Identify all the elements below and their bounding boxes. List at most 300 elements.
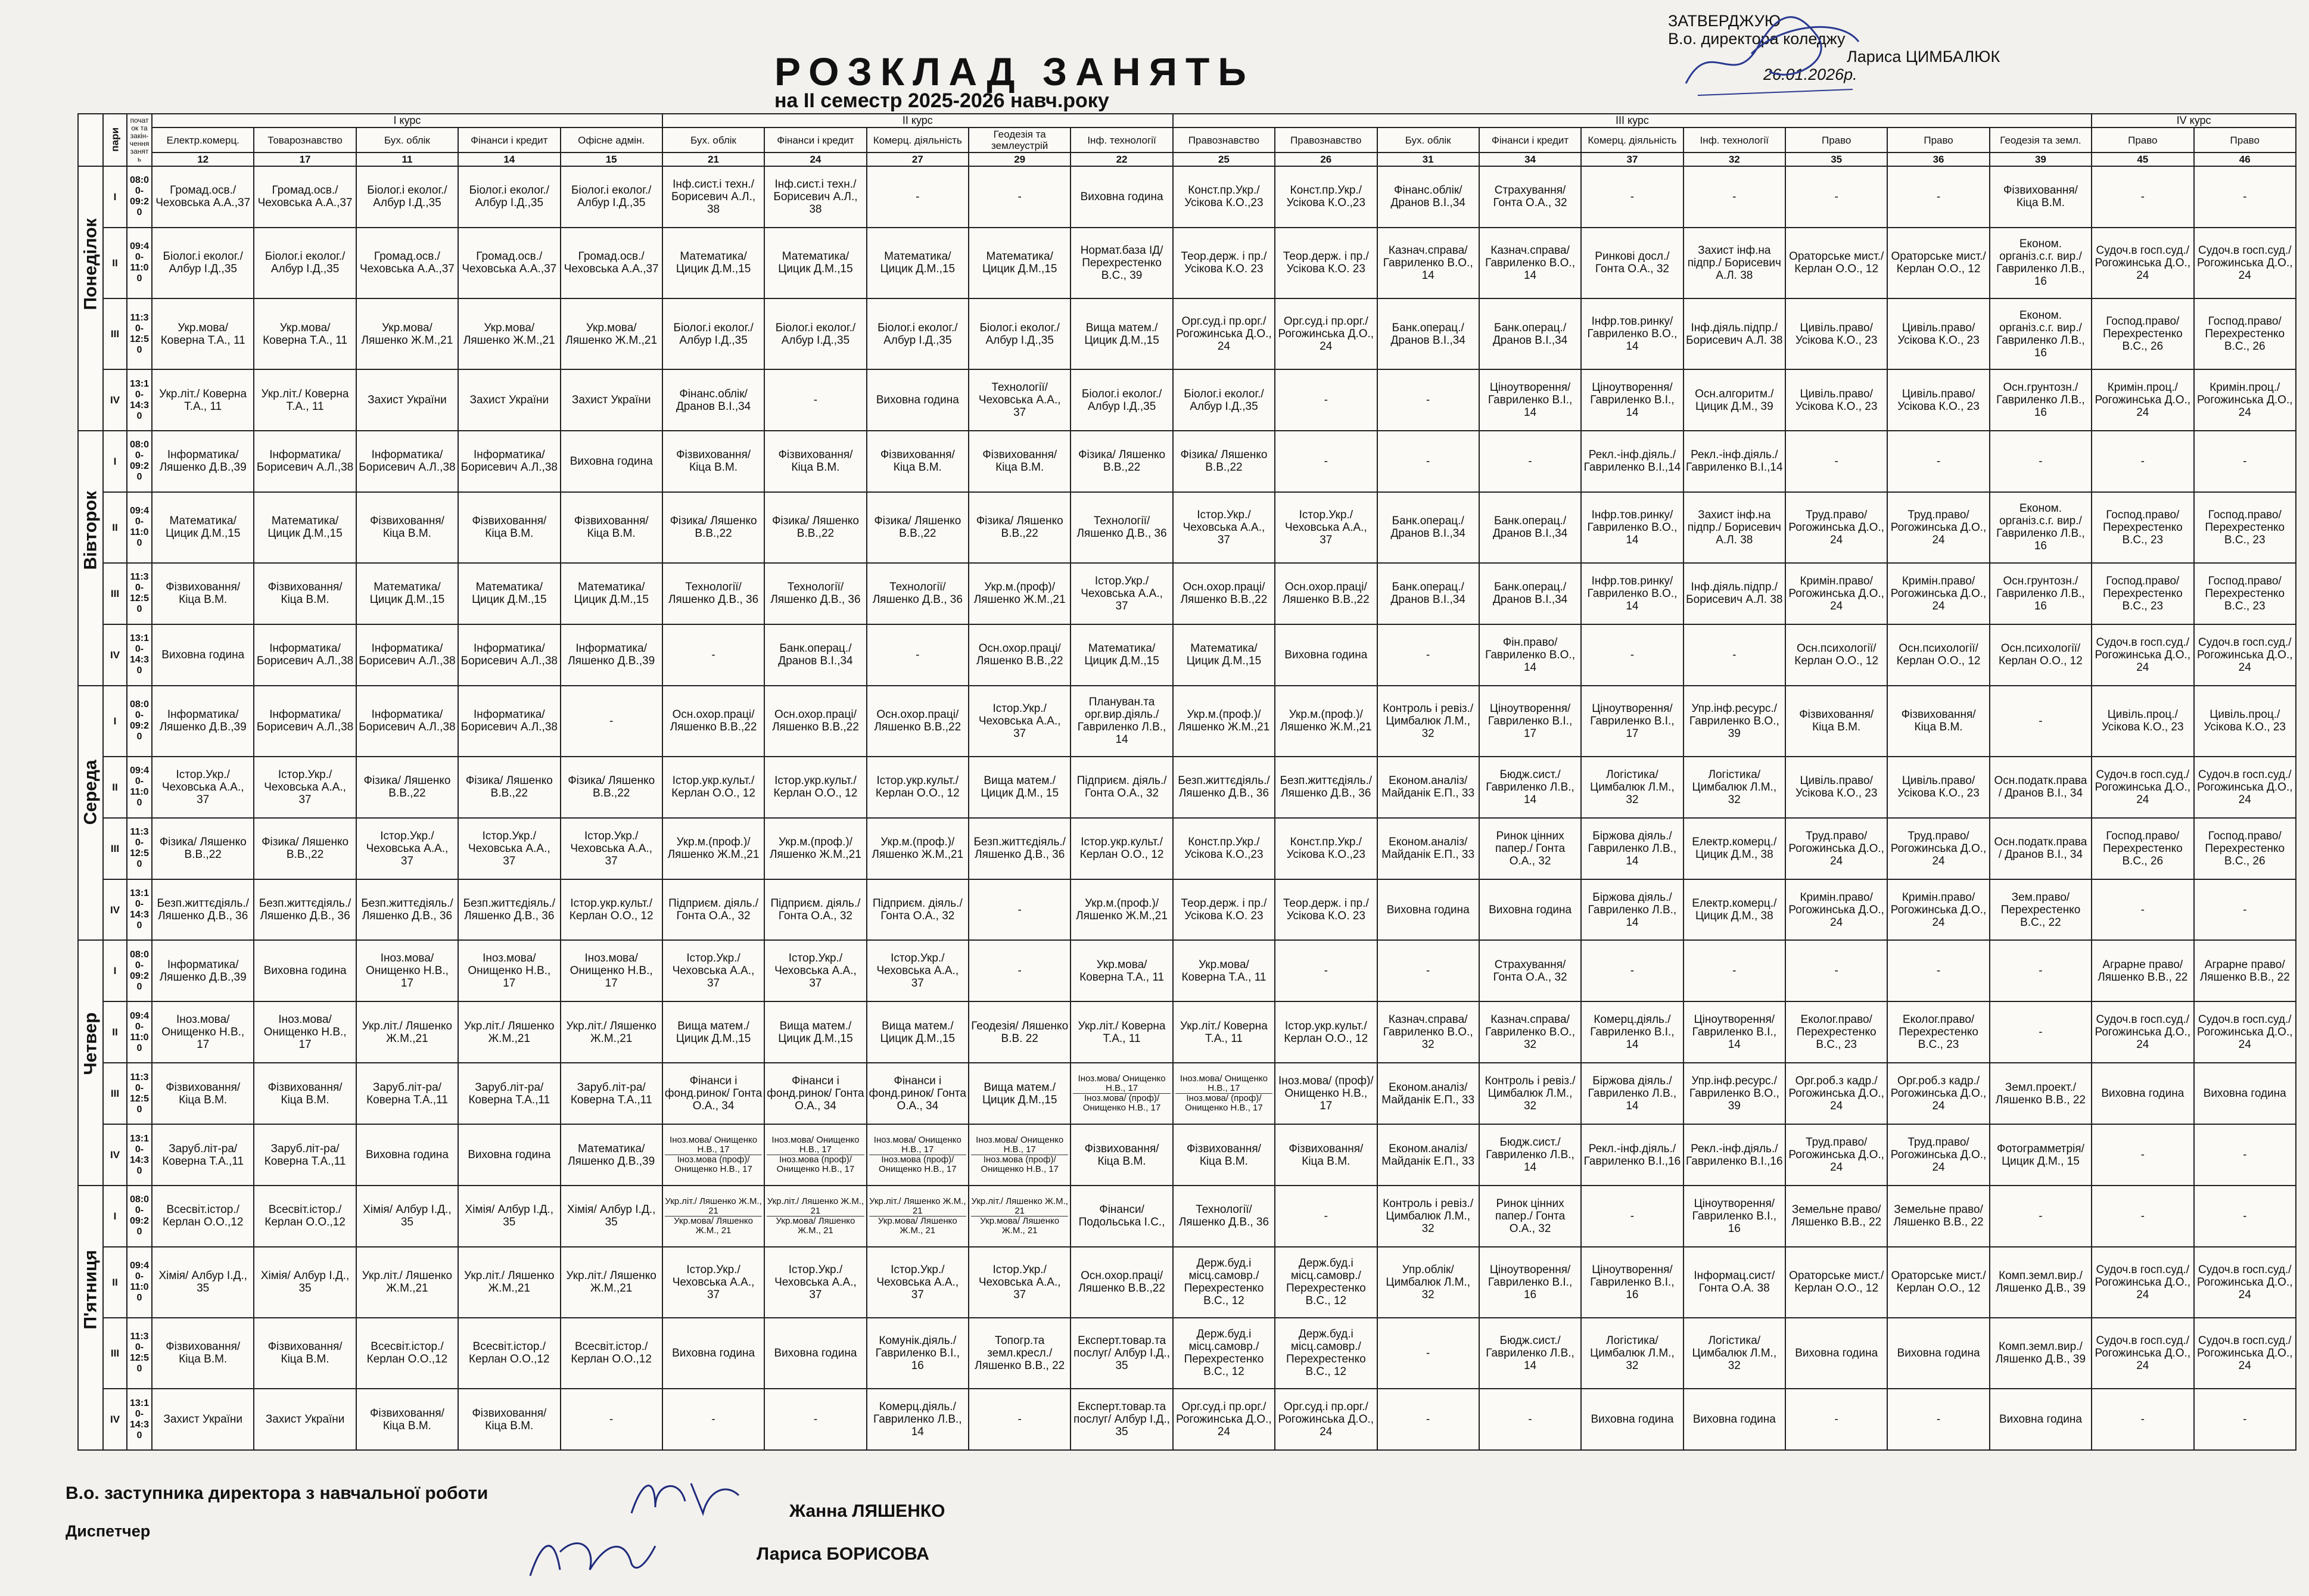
lesson-cell: Фізика/ Ляшенко В.В.,22: [662, 492, 764, 563]
dispatcher-signature: [524, 1522, 661, 1588]
lesson-cell: Математика/ Цицик Д.М.,15: [458, 563, 560, 624]
lesson-cell: Заруб.літ-ра/ Коверна Т.А.,11: [152, 1124, 254, 1186]
approval-date: 26.01.2026р.: [1763, 66, 1857, 83]
lesson-cell: Фізвиховання/ Кіца В.М.: [1275, 1124, 1377, 1186]
lesson-cell: Страхування/ Гонта О.А., 32: [1479, 166, 1581, 228]
lesson-cell: Фізика/ Ляшенко В.В.,22: [458, 757, 560, 818]
pair-time: 09:40-11:00: [127, 1247, 152, 1318]
lesson-cell: -: [1785, 431, 1887, 492]
lesson-cell: Біолог.і еколог./ Албур І.Д.,35: [458, 166, 560, 228]
lesson-cell: Упр.облік/ Цимбалюк Л.М., 32: [1377, 1247, 1479, 1318]
lesson-cell: Господ.право/ Перехрестенко В.С., 26: [2092, 818, 2193, 879]
group-name: Геодезія та землеустрій: [969, 127, 1071, 153]
lesson-cell: Математика/ Цицик Д.М.,15: [1173, 624, 1275, 686]
group-name: Правознавство: [1173, 127, 1275, 153]
lesson-cell: Кримін.право/ Рогожинська Д.О., 24: [1785, 879, 1887, 941]
lesson-cell: Захист інф.на підпр./ Борисевич А.Л. 38: [1683, 228, 1785, 298]
pair-time: 09:40-11:00: [127, 492, 152, 563]
day-name: Четвер: [80, 1012, 101, 1075]
group-number: 39: [1990, 153, 2092, 166]
lesson-cell: Біржова діяль./ Гавриленко Л.В., 14: [1581, 1063, 1683, 1124]
lesson-cell: Виховна година: [1071, 166, 1172, 228]
group-name: Бух. облік: [662, 127, 764, 153]
group-name: Електр.комерц.: [152, 127, 254, 153]
group-name: Комерц. діяльність: [1581, 127, 1683, 153]
lesson-cell: Укр.м.(проф.)/ Ляшенко Ж.М.,21: [1071, 879, 1172, 941]
lesson-cell: Контроль і ревіз./ Цимбалюк Л.М., 32: [1377, 686, 1479, 757]
lesson-split: Іноз.мова/ Онищенко Н.В., 17: [670, 1135, 758, 1155]
lesson-cell: Цивіль.право/ Усікова К.О., 23: [1887, 298, 1989, 369]
lesson-cell: Виховна година: [254, 940, 356, 1001]
lesson-cell: Аграрне право/ Ляшенко В.В., 22: [2194, 940, 2296, 1001]
lesson-cell: -: [1887, 431, 1989, 492]
deputy-label: В.о. заступника директора з навчальної роботи: [66, 1483, 488, 1503]
lesson-cell: Хімія/ Албур І.Д., 35: [356, 1186, 458, 1247]
lesson-cell: Математика/ Цицик Д.М.,15: [356, 563, 458, 624]
lesson-cell: Орг.суд.і пр.орг./ Рогожинська Д.О., 24: [1173, 1389, 1275, 1450]
group-number: 11: [356, 153, 458, 166]
lesson-cell: Інфр.тов.ринку/ Гавриленко В.О., 14: [1581, 563, 1683, 624]
lesson-split: Укр.літ./ Ляшенко Ж.М., 21: [869, 1196, 966, 1216]
lesson-cell: Математика/ Цицик Д.М.,15: [867, 228, 969, 298]
director-signature: [1662, 0, 1877, 107]
lesson-cell: Господ.право/ Перехрестенко В.С., 23: [2092, 563, 2193, 624]
pair-number: ІІ: [103, 1001, 127, 1063]
lesson-cell: Інформатика/ Ляшенко Д.В.,39: [561, 624, 662, 686]
lesson-cell: [867, 1186, 969, 1247]
lesson-cell: Фізвиховання/ Кіца В.М.: [458, 492, 560, 563]
lesson-cell: Істор.Укр./ Чеховська А.А., 37: [764, 1247, 866, 1318]
lesson-cell: Господ.право/ Перехрестенко В.С., 26: [2194, 818, 2296, 879]
group-number: 14: [458, 153, 560, 166]
lesson-cell: Експерт.товар.та послуг/ Албур І.Д., 35: [1071, 1389, 1172, 1450]
lesson-cell: Осн.психології/ Керлан О.О., 12: [1887, 624, 1989, 686]
pair-time: 09:40-11:00: [127, 228, 152, 298]
lesson-cell: Укр.літ./ Ляшенко Ж.М.,21: [356, 1001, 458, 1063]
lesson-cell: Істор.Укр./ Чеховська А.А., 37: [969, 686, 1071, 757]
schedule-row: [78, 879, 2296, 941]
lesson-cell: Укр.літ./ Ляшенко Ж.М.,21: [561, 1001, 662, 1063]
lesson-cell: Істор.Укр./ Чеховська А.А., 37: [662, 1247, 764, 1318]
lesson-cell: -: [764, 369, 866, 431]
lesson-cell: Теор.держ. і пр./ Усікова К.О. 23: [1275, 228, 1377, 298]
lesson-cell: Технології/ Ляшенко Д.В., 36: [1173, 1186, 1275, 1247]
day-name: Вівторок: [80, 491, 101, 570]
lesson-cell: Труд.право/ Рогожинська Д.О., 24: [1887, 1124, 1989, 1186]
lesson-cell: Істор.укр.культ./ Керлан О.О., 12: [1071, 818, 1172, 879]
lesson-cell: Фізвиховання/ Кіца В.М.: [356, 1389, 458, 1450]
pair-time: 11:30-12:50: [127, 298, 152, 369]
lesson-cell: Істор.Укр./ Чеховська А.А., 37: [356, 818, 458, 879]
lesson-cell: Фізика/ Ляшенко В.В.,22: [867, 492, 969, 563]
lesson-cell: Виховна година: [662, 1318, 764, 1389]
lesson-cell: Фізвиховання/ Кіца В.М.: [152, 563, 254, 624]
lesson-split: Іноз.мова (проф)/ Онищенко Н.В., 17: [767, 1155, 864, 1174]
lesson-cell: Судоч.в госп.суд./ Рогожинська Д.О., 24: [2092, 1247, 2193, 1318]
lesson-cell: Судоч.в госп.суд./ Рогожинська Д.О., 24: [2092, 757, 2193, 818]
pair-number: ІІІ: [103, 818, 127, 879]
lesson-cell: Істор.Укр./ Чеховська А.А., 37: [1173, 492, 1275, 563]
lesson-cell: Вища матем./ Цицик Д.М.,15: [764, 1001, 866, 1063]
lesson-cell: Осн.охор.праці/ Ляшенко В.В.,22: [969, 624, 1071, 686]
lesson-cell: Інформац.сист/ Гонта О.А. 38: [1683, 1247, 1785, 1318]
lesson-cell: Електр.комерц./ Цицик Д.М., 38: [1683, 879, 1785, 941]
lesson-cell: Труд.право/ Рогожинська Д.О., 24: [1785, 492, 1887, 563]
lesson-cell: Банк.операц./ Дранов В.І.,34: [1377, 492, 1479, 563]
pair-time: 08:00-09:20: [127, 686, 152, 757]
lesson-split: Укр.літ./ Ляшенко Ж.М., 21: [767, 1196, 864, 1216]
lesson-cell: Математика/ Цицик Д.М.,15: [662, 228, 764, 298]
lesson-cell: Рекл.-інф.діяль./ Гавриленко В.І.,14: [1581, 431, 1683, 492]
group-number: 31: [1377, 153, 1479, 166]
day-cell: [78, 686, 103, 941]
lesson-cell: Інф.діяль.підпр./ Борисевич А.Л. 38: [1683, 298, 1785, 369]
lesson-cell: Громад.осв./ Чеховська А.А.,37: [152, 166, 254, 228]
schedule-row: [78, 1186, 2296, 1247]
deputy-name: Жанна ЛЯШЕНКО: [789, 1501, 945, 1521]
lesson-cell: Фінанси/ Подольська І.С.,: [1071, 1186, 1172, 1247]
pair-number: ІІ: [103, 1247, 127, 1318]
lesson-cell: Банк.операц./ Дранов В.І.,34: [1479, 298, 1581, 369]
lesson-cell: -: [1990, 1186, 2092, 1247]
lesson-cell: Плануван.та орг.вир.діяль./ Гавриленко Л.В., 14: [1071, 686, 1172, 757]
lesson-cell: Фізвиховання/ Кіца В.М.: [356, 492, 458, 563]
lesson-cell: Банк.операц./ Дранов В.І.,34: [1377, 298, 1479, 369]
lesson-cell: Банк.операц./ Дранов В.І.,34: [764, 624, 866, 686]
lesson-cell: Виховна година: [356, 1124, 458, 1186]
lesson-cell: Фінанси і фонд.ринок/ Гонта О.А., 34: [662, 1063, 764, 1124]
schedule-row: [78, 166, 2296, 228]
lesson-cell: [867, 1124, 969, 1186]
lesson-cell: Виховна година: [1479, 879, 1581, 941]
pair-number: І: [103, 166, 127, 228]
lesson-cell: Фізика/ Ляшенко В.В.,22: [152, 818, 254, 879]
page-subtitle: на ІІ семестр 2025-2026 навч.року: [774, 89, 1109, 112]
lesson-cell: Орг.суд.і пр.орг./ Рогожинська Д.О., 24: [1275, 1389, 1377, 1450]
lesson-cell: Іноз.мова/ (проф)/ Онищенко Н.В., 17: [1275, 1063, 1377, 1124]
lesson-cell: -: [2092, 1124, 2193, 1186]
lesson-cell: Ораторське мист./ Керлан О.О., 12: [1887, 1247, 1989, 1318]
lesson-cell: Фізвиховання/ Кіца В.М.: [152, 1318, 254, 1389]
lesson-cell: Вища матем./ Цицик Д.М.,15: [969, 1063, 1071, 1124]
lesson-cell: Фізвиховання/ Кіца В.М.: [662, 431, 764, 492]
schedule-row: [78, 492, 2296, 563]
group-number: 15: [561, 153, 662, 166]
lesson-split: Укр.літ./ Ляшенко Ж.М., 21: [665, 1196, 762, 1216]
lesson-cell: Інф.діяль.підпр./ Борисевич А.Л. 38: [1683, 563, 1785, 624]
lesson-cell: Цивіль.право/ Усікова К.О., 23: [1785, 369, 1887, 431]
lesson-cell: Судоч.в госп.суд./ Рогожинська Д.О., 24: [2194, 624, 2296, 686]
pair-time: 13:10-14:30: [127, 369, 152, 431]
lesson-cell: Укр.літ./ Коверна Т.А., 11: [152, 369, 254, 431]
lesson-cell: Казнач.справа/ Гавриленко В.О., 32: [1479, 1001, 1581, 1063]
group-name: Бух. облік: [356, 127, 458, 153]
lesson-cell: Інф.сист.і техн./ Борисевич А.Л., 38: [764, 166, 866, 228]
lesson-split: Іноз.мова (проф)/ Онищенко Н.В., 17: [665, 1155, 762, 1174]
lesson-cell: Держ.буд.і місц.самовр./ Перехрестенко В.С., 12: [1275, 1318, 1377, 1389]
lesson-cell: Конст.пр.Укр./ Усікова К.О.,23: [1275, 166, 1377, 228]
lesson-cell: -: [1683, 624, 1785, 686]
lesson-cell: -: [867, 166, 969, 228]
pair-time: 08:00-09:20: [127, 166, 152, 228]
lesson-cell: Хімія/ Албур І.Д., 35: [152, 1247, 254, 1318]
lesson-cell: Казнач.справа/ Гавриленко В.О., 32: [1377, 1001, 1479, 1063]
pair-time: 09:40-11:00: [127, 757, 152, 818]
lesson-cell: Земельне право/ Ляшенко В.В., 22: [1887, 1186, 1989, 1247]
schedule-row: [78, 1318, 2296, 1389]
group-number: 25: [1173, 153, 1275, 166]
lesson-cell: Безп.життєдіяль./ Ляшенко Д.В., 36: [254, 879, 356, 941]
lesson-cell: Економ.аналіз/ Майданік Е.П., 33: [1377, 1124, 1479, 1186]
lesson-cell: -: [969, 879, 1071, 941]
lesson-cell: -: [2092, 431, 2193, 492]
schedule-row: [78, 1389, 2296, 1450]
lesson-cell: Логістика/ Цимбалюк Л.М., 32: [1581, 1318, 1683, 1389]
group-number: 21: [662, 153, 764, 166]
lesson-cell: -: [1887, 166, 1989, 228]
lesson-cell: Земельне право/ Ляшенко В.В., 22: [1785, 1186, 1887, 1247]
lesson-cell: Вища матем./ Цицик Д.М.,15: [662, 1001, 764, 1063]
lesson-cell: Конст.пр.Укр./ Усікова К.О.,23: [1173, 166, 1275, 228]
lesson-cell: Фізвиховання/ Кіца В.М.: [254, 1063, 356, 1124]
lesson-cell: Електр.комерц./ Цицик Д.М., 38: [1683, 818, 1785, 879]
group-name: Комерц. діяльність: [867, 127, 969, 153]
lesson-cell: Упр.інф.ресурс./ Гавриленко В.О., 39: [1683, 686, 1785, 757]
lesson-split: Іноз.мова/ Онищенко Н.В., 17: [1078, 1074, 1166, 1094]
lesson-cell: Фінанс.облік/ Дранов В.І.,34: [662, 369, 764, 431]
lesson-cell: Виховна година: [1887, 1318, 1989, 1389]
lesson-cell: Вища матем./ Цицик Д.М., 15: [969, 757, 1071, 818]
pair-time: 13:10-14:30: [127, 879, 152, 941]
lesson-cell: Громад.осв./ Чеховська А.А.,37: [254, 166, 356, 228]
pair-time: 11:30-12:50: [127, 818, 152, 879]
lesson-cell: Господ.право/ Перехрестенко В.С., 26: [2194, 298, 2296, 369]
lesson-cell: Захист України: [254, 1389, 356, 1450]
lesson-cell: Комерц.діяль./ Гавриленко В.І., 14: [1581, 1001, 1683, 1063]
lesson-cell: Судоч.в госп.суд./ Рогожинська Д.О., 24: [2092, 228, 2193, 298]
lesson-cell: Виховна година: [1683, 1389, 1785, 1450]
dispatcher-label: Диспетчер: [66, 1522, 151, 1540]
lesson-cell: Математика/ Цицик Д.М.,15: [561, 563, 662, 624]
lesson-cell: Ораторське мист./ Керлан О.О., 12: [1785, 228, 1887, 298]
lesson-cell: Інформатика/ Ляшенко Д.В.,39: [152, 940, 254, 1001]
lesson-cell: Укр.м.(проф.)/ Ляшенко Ж.М.,21: [1275, 686, 1377, 757]
lesson-cell: Виховна година: [1581, 1389, 1683, 1450]
lesson-cell: -: [969, 1389, 1071, 1450]
lesson-cell: Безп.життєдіяль./ Ляшенко Д.В., 36: [356, 879, 458, 941]
lesson-cell: Біолог.і еколог./ Албур І.Д.,35: [764, 298, 866, 369]
lesson-cell: Бюдж.сист./ Гавриленко Л.В., 14: [1479, 757, 1581, 818]
lesson-cell: Інформатика/ Борисевич А.Л.,38: [254, 431, 356, 492]
lesson-cell: Іноз.мова/ Онищенко Н.В., 17: [458, 940, 560, 1001]
lesson-cell: Рекл.-інф.діяль./ Гавриленко В.І.,14: [1683, 431, 1785, 492]
lesson-cell: [764, 1124, 866, 1186]
lesson-cell: Господ.право/ Перехрестенко В.С., 26: [2092, 298, 2193, 369]
lesson-cell: Фізвиховання/ Кіца В.М.: [458, 1389, 560, 1450]
lesson-cell: Осн.охор.праці/ Ляшенко В.В.,22: [867, 686, 969, 757]
lesson-cell: Судоч.в госп.суд./ Рогожинська Д.О., 24: [2092, 624, 2193, 686]
lesson-cell: Фізика/ Ляшенко В.В.,22: [561, 757, 662, 818]
lesson-cell: Логістика/ Цимбалюк Л.М., 32: [1581, 757, 1683, 818]
lesson-cell: Укр.літ./ Ляшенко Ж.М.,21: [356, 1247, 458, 1318]
lesson-cell: Осн.охор.праці/ Ляшенко В.В.,22: [1275, 563, 1377, 624]
lesson-cell: Інф.сист.і техн./ Борисевич А.Л., 38: [662, 166, 764, 228]
lesson-cell: Фінанси і фонд.ринок/ Гонта О.А., 34: [867, 1063, 969, 1124]
lesson-cell: Укр.м.(проф.)/ Ляшенко Ж.М.,21: [764, 818, 866, 879]
lesson-cell: Фізика/ Ляшенко В.В.,22: [254, 818, 356, 879]
lesson-cell: Істор.укр.культ./ Керлан О.О., 12: [561, 879, 662, 941]
lesson-cell: Іноз.мова/ Онищенко Н.В., 17: [561, 940, 662, 1001]
course-header: ІІ курс: [662, 114, 1173, 127]
lesson-split: Укр.мова/ Ляшенко Ж.М., 21: [767, 1216, 864, 1236]
lesson-cell: -: [1990, 431, 2092, 492]
lesson-cell: Біолог.і еколог./ Албур І.Д.,35: [1173, 369, 1275, 431]
lesson-cell: Істор.Укр./ Чеховська А.А., 37: [1071, 563, 1172, 624]
day-cell: [78, 431, 103, 686]
lesson-cell: Безп.життєдіяль./ Ляшенко Д.В., 36: [969, 818, 1071, 879]
lesson-cell: [1173, 1063, 1275, 1124]
lesson-cell: Виховна година: [1377, 879, 1479, 941]
pair-number: ІІІ: [103, 1063, 127, 1124]
lesson-cell: Держ.буд.і місц.самовр./ Перехрестенко В.С., 12: [1173, 1318, 1275, 1389]
lesson-cell: Судоч.в госп.суд./ Рогожинська Д.О., 24: [2194, 757, 2296, 818]
lesson-cell: Громад.осв./ Чеховська А.А.,37: [561, 228, 662, 298]
lesson-cell: Істор.Укр./ Чеховська А.А., 37: [152, 757, 254, 818]
lesson-cell: Осн.алгоритм./ Цицик Д.М., 39: [1683, 369, 1785, 431]
lesson-cell: Всесвіт.істор./ Керлан О.О.,12: [152, 1186, 254, 1247]
lesson-cell: Математика/ Ляшенко Д.В.,39: [561, 1124, 662, 1186]
group-name: Право: [2092, 127, 2193, 153]
lesson-cell: -: [1377, 431, 1479, 492]
lesson-cell: Істор.Укр./ Чеховська А.А., 37: [458, 818, 560, 879]
day-name: Понеділок: [80, 218, 101, 310]
lesson-cell: Істор.Укр./ Чеховська А.А., 37: [561, 818, 662, 879]
lesson-cell: Математика/ Цицик Д.М.,15: [1071, 624, 1172, 686]
lesson-cell: Аграрне право/ Ляшенко В.В., 22: [2092, 940, 2193, 1001]
lesson-cell: Кримін.право/ Рогожинська Д.О., 24: [1887, 563, 1989, 624]
lesson-cell: Заруб.літ-ра/ Коверна Т.А.,11: [561, 1063, 662, 1124]
schedule-row: [78, 624, 2296, 686]
lesson-cell: -: [1377, 369, 1479, 431]
header-start-time: початок та закін-чення занять: [127, 114, 152, 166]
lesson-cell: Ціноутворення/ Гавриленко В.І., 14: [1581, 369, 1683, 431]
lesson-cell: Кримін.право/ Рогожинська Д.О., 24: [1785, 563, 1887, 624]
lesson-cell: Математика/ Цицик Д.М.,15: [969, 228, 1071, 298]
lesson-cell: Земл.проект./ Ляшенко В.В., 22: [1990, 1063, 2092, 1124]
lesson-cell: -: [662, 1389, 764, 1450]
lesson-cell: Біолог.і еколог./ Албур І.Д.,35: [969, 298, 1071, 369]
lesson-cell: Судоч.в госп.суд./ Рогожинська Д.О., 24: [2194, 1001, 2296, 1063]
lesson-cell: [662, 1124, 764, 1186]
lesson-cell: Заруб.літ-ра/ Коверна Т.А.,11: [356, 1063, 458, 1124]
lesson-cell: Комп.земл.вир./ Ляшенко Д.В., 39: [1990, 1247, 2092, 1318]
lesson-cell: Захист інф.на підпр./ Борисевич А.Л. 38: [1683, 492, 1785, 563]
lesson-cell: Ринок цінних папер./ Гонта О.А., 32: [1479, 818, 1581, 879]
group-number: 17: [254, 153, 356, 166]
lesson-cell: Безп.життєдіяль./ Ляшенко Д.В., 36: [152, 879, 254, 941]
lesson-cell: Іноз.мова/ Онищенко Н.В., 17: [254, 1001, 356, 1063]
approval-heading: ЗАТВЕРДЖУЮ: [1668, 12, 1781, 30]
lesson-cell: Фізика/ Ляшенко В.В.,22: [1071, 431, 1172, 492]
lesson-cell: -: [2092, 166, 2193, 228]
lesson-cell: Вища матем./ Цицик Д.М.,15: [1071, 298, 1172, 369]
lesson-cell: Ринкові досл./ Гонта О.А., 32: [1581, 228, 1683, 298]
lesson-cell: Інфр.тов.ринку/ Гавриленко В.О., 14: [1581, 298, 1683, 369]
lesson-cell: Логістика/ Цимбалюк Л.М., 32: [1683, 1318, 1785, 1389]
lesson-cell: Інформатика/ Ляшенко Д.В.,39: [152, 431, 254, 492]
lesson-cell: Інформатика/ Борисевич А.Л.,38: [458, 431, 560, 492]
lesson-cell: Інформатика/ Борисевич А.Л.,38: [356, 686, 458, 757]
pair-time: 08:00-09:20: [127, 431, 152, 492]
lesson-cell: Осн.охор.праці/ Ляшенко В.В.,22: [1173, 563, 1275, 624]
lesson-cell: -: [1479, 1389, 1581, 1450]
pair-number: І: [103, 431, 127, 492]
lesson-cell: Нормат.база ІД/ Перехрестенко В.С., 39: [1071, 228, 1172, 298]
lesson-cell: Укр.м.(проф.)/ Ляшенко Ж.М.,21: [867, 818, 969, 879]
lesson-cell: Економ. організ.с.г. вир./ Гавриленко Л.В., 16: [1990, 492, 2092, 563]
lesson-split: Іноз.мова/ (проф)/ Онищенко Н.В., 17: [1073, 1093, 1170, 1113]
lesson-cell: Укр.мова/ Коверна Т.А., 11: [1173, 940, 1275, 1001]
lesson-cell: [764, 1186, 866, 1247]
lesson-cell: -: [1377, 1318, 1479, 1389]
lesson-cell: -: [2194, 1389, 2296, 1450]
pair-number: ІV: [103, 624, 127, 686]
group-number: 12: [152, 153, 254, 166]
schedule-row: [78, 1001, 2296, 1063]
group-number: 27: [867, 153, 969, 166]
lesson-cell: Безп.життєдіяль./ Ляшенко Д.В., 36: [1275, 757, 1377, 818]
lesson-cell: Істор.Укр./ Чеховська А.А., 37: [764, 940, 866, 1001]
lesson-cell: Судоч.в госп.суд./ Рогожинська Д.О., 24: [2092, 1001, 2193, 1063]
lesson-cell: Всесвіт.істор./ Керлан О.О.,12: [254, 1186, 356, 1247]
lesson-cell: Ціноутворення/ Гавриленко В.І., 14: [1479, 369, 1581, 431]
lesson-cell: Виховна година: [1990, 1389, 2092, 1450]
lesson-split: Укр.мова/ Ляшенко Ж.М., 21: [869, 1216, 966, 1236]
lesson-cell: -: [1377, 940, 1479, 1001]
day-name: Середа: [80, 760, 101, 825]
lesson-cell: Укр.мова/ Ляшенко Ж.М.,21: [561, 298, 662, 369]
lesson-cell: Експерт.товар.та послуг/ Албур І.Д., 35: [1071, 1318, 1172, 1389]
day-cell: [78, 1186, 103, 1450]
lesson-cell: Вища матем./ Цицик Д.М.,15: [867, 1001, 969, 1063]
lesson-cell: -: [1683, 166, 1785, 228]
lesson-cell: Банк.операц./ Дранов В.І.,34: [1377, 563, 1479, 624]
lesson-cell: Підприєм. діяль./ Гонта О.А., 32: [867, 879, 969, 941]
lesson-cell: -: [1275, 940, 1377, 1001]
lesson-cell: Технології/ Ляшенко Д.В., 36: [662, 563, 764, 624]
lesson-cell: Ціноутворення/ Гавриленко В.І., 14: [1683, 1001, 1785, 1063]
lesson-cell: Комунік.діяль./ Гавриленко В.І., 16: [867, 1318, 969, 1389]
lesson-cell: Осн.податк.права / Дранов В.І., 34: [1990, 818, 2092, 879]
lesson-cell: Безп.життєдіяль./ Ляшенко Д.В., 36: [1173, 757, 1275, 818]
lesson-cell: Біолог.і еколог./ Албур І.Д.,35: [662, 298, 764, 369]
lesson-cell: Інформатика/ Ляшенко Д.В.,39: [152, 686, 254, 757]
lesson-cell: Економ.аналіз/ Майданік Е.П., 33: [1377, 1063, 1479, 1124]
lesson-cell: Держ.буд.і місц.самовр./ Перехрестенко В.С., 12: [1275, 1247, 1377, 1318]
lesson-cell: Укр.літ./ Коверна Т.А., 11: [1071, 1001, 1172, 1063]
lesson-cell: Виховна година: [458, 1124, 560, 1186]
lesson-cell: Підприєм. діяль./ Гонта О.А., 32: [1071, 757, 1172, 818]
lesson-cell: Бюдж.сист./ Гавриленко Л.В., 14: [1479, 1318, 1581, 1389]
lesson-cell: Фізвиховання/ Кіца В.М.: [152, 1063, 254, 1124]
lesson-cell: Іноз.мова/ Онищенко Н.В., 17: [152, 1001, 254, 1063]
pair-number: І: [103, 686, 127, 757]
lesson-cell: Укр.літ./ Ляшенко Ж.М.,21: [458, 1001, 560, 1063]
header-pairs-label: пари: [109, 127, 121, 151]
lesson-cell: Інформатика/ Борисевич А.Л.,38: [254, 686, 356, 757]
group-name: Фінанси і кредит: [458, 127, 560, 153]
lesson-cell: -: [1990, 686, 2092, 757]
